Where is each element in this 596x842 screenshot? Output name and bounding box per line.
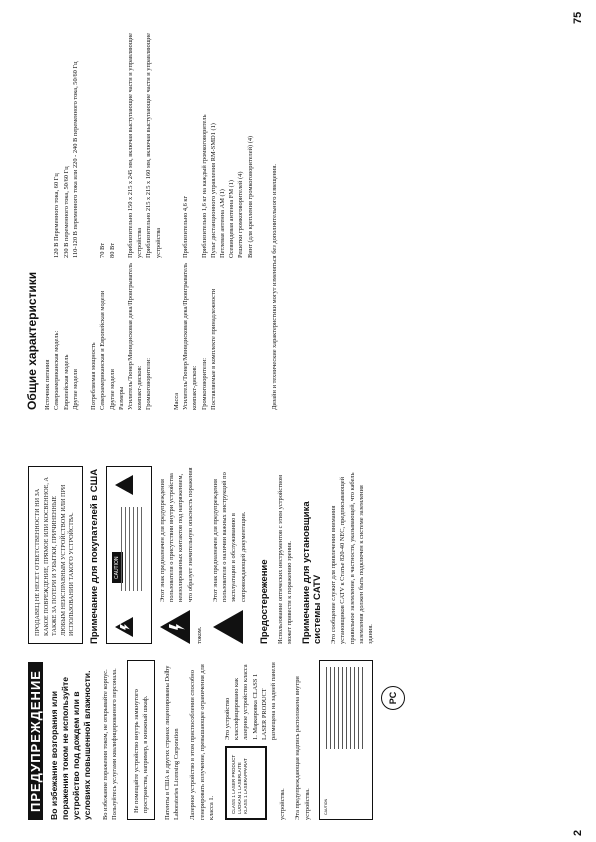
spec-value: Приблизительно 215 x 215 x 160 мм, включая выступающие части и управляющие устройства <box>145 33 162 258</box>
us-caution-label-title: CAUTION <box>112 553 123 584</box>
spec-value: 120 В Переменного тока, 60 Гц <box>53 173 61 258</box>
spec-value <box>80 20 89 258</box>
warning-paragraph-3: Лазерное устройство в этом приспособлении способно генерировать излучение, превышающее ограничения для класса 1. <box>189 664 215 820</box>
precaution-text: Использование оптических инструментов с этим устройством может привести к поражению зрения. <box>276 474 293 644</box>
spec-label: Североамериканская и Европейская модели <box>99 290 107 410</box>
warning-banner: ПРЕДУПРЕЖДЕНИЕ <box>28 662 43 820</box>
us-paragraph-1: Этот знак предназначен для предупреждения пользователя о присутствии внутри устройства неизолированных контактов под напряжением, что образует значительную опасность поражения током. <box>158 467 203 644</box>
page-number-right: 75 <box>572 11 584 24</box>
us-paragraph-2: Этот знак предназначен для предупреждения пользователя о наличии важных инструкций по эксплуатации и обслуживанию в сопровождающей документации. <box>211 472 247 602</box>
spec-value <box>163 20 172 258</box>
spec-value: 110-120 В переменного тока или 220 - 240 В переменного тока, 50/60 Гц <box>71 61 79 258</box>
spec-value: Приблизительно 1,6 кг на каждый громкоговоритель <box>200 114 208 258</box>
spec-value: Винт (для крепления громкоговорителей) (4) <box>246 135 254 258</box>
spec-label: Размеры <box>117 386 125 410</box>
spec-value: Пульт дистанционного управления RM-SMD1 (1) <box>209 123 217 258</box>
exclamation-triangle-icon <box>115 475 133 495</box>
specs-table <box>43 20 255 410</box>
spec-label: Североамериканская модель: <box>53 330 61 410</box>
spec-label <box>163 262 172 410</box>
caution-label-image <box>319 660 373 820</box>
lightning-warning-icon <box>160 610 190 644</box>
spec-value: Осевиндевая антенна FM (1) <box>228 179 236 258</box>
warning-paragraph-5: Эта предупреждающая надпись расположена внутри устройства. <box>294 676 311 820</box>
spec-label: Масса <box>173 392 181 410</box>
certification-mark-icon: PC <box>381 686 405 710</box>
page-number-left: 2 <box>572 829 584 836</box>
spec-label: Потребляемая мощность <box>90 342 98 410</box>
spec-label: Другие модели <box>71 369 79 410</box>
spec-value: 70 Вт <box>99 242 107 258</box>
us-caution-label-lines <box>121 507 145 591</box>
liability-text: ПРОДАВЕЦ НЕ НЕСЕТ ОТВЕТСТВЕННОСТИ НИ ЗА КАКОЕ ПОВРЕЖДЕНИЕ, ПРЯМОЕ ИЛИ КОСВЕННОЕ, А ТАКЖЕ ЗА ПОТЕРИ И УБЫТКИ, ПРИЧИНЕННЫЕ ЛЮБЫМ НЕИСПРАВНЫМ УСТРОЙСТВОМ ИЛИ ПРИ ИСПОЛЬЗОВАНИИ ТАКОГО УСТРОЙСТВА. <box>34 477 76 636</box>
precaution-title: Предостережение <box>258 559 270 644</box>
specs-title: Общие характеристики <box>25 271 39 410</box>
spec-value: Приблизительно 150 x 215 x 245 мм, включая выступающие части и управляющие устройства <box>127 33 144 258</box>
exclamation-warning-icon <box>213 610 243 644</box>
spec-label <box>227 262 236 410</box>
us-notice-title: Примечание для покупателей в США <box>88 468 100 644</box>
spec-label: Громкоговорители: <box>145 357 153 410</box>
spec-value <box>172 20 181 258</box>
lightning-triangle-icon <box>113 609 135 637</box>
spec-label: Поставляемые в комплекте принадлежности <box>209 288 217 410</box>
catv-title: Примечание для установщика системы CATV <box>301 501 324 644</box>
us-paragraph-1-block <box>158 466 211 644</box>
spec-value: Приблизительно 4,6 кг <box>182 195 190 258</box>
notes-column <box>28 466 382 644</box>
laser-label-text: CLASS 1 LASER PRODUCT LUOKAN 1 LASERLAITE KLASS 1 LASERAPPARAT <box>231 754 249 814</box>
warning-paragraph-2: Патенты в США и других странах лицензированы Dolby Laboratories Licensing Corporation <box>164 665 181 820</box>
warning-box-text: Не помещайте устройство внутрь замкнутого пространства, например, в книжный шкаф. <box>132 689 149 813</box>
specs-column <box>25 20 286 410</box>
spec-value: Петлевая антенна AM (1) <box>219 189 227 258</box>
warning-paragraph-4: Это устройство классифицировано как лазерное устройство класса 1. Маркировка CLASS 1 LASER PRODUCT размещена на задней панели устройства. <box>224 662 287 820</box>
spec-label: Усилитель/Тюнер/Минидисковая дека/Проигрыватель компакт-дисков: <box>127 262 144 410</box>
warning-box <box>127 660 155 820</box>
spec-label: Источник питания <box>44 359 52 410</box>
spec-value <box>117 20 126 258</box>
warning-bold-text: Во избежание возгорания или поражения током не используйте устройство под дождем или в условиях повышенной влажности. <box>49 670 93 820</box>
spec-label: Громкоговорители: <box>200 357 208 410</box>
spec-value <box>43 20 52 258</box>
spec-label <box>246 262 255 410</box>
warning-column <box>28 660 405 820</box>
warning-paragraph-1: Во избежание поражения током, не открывайте корпус. Пользуйтесь услугами квалифицированного персонала. <box>102 668 119 820</box>
us-paragraph-2-block <box>211 466 255 644</box>
liability-box <box>28 466 83 644</box>
spec-label <box>236 262 245 410</box>
spec-label: Другие модели <box>108 369 116 410</box>
spec-value: Решетки громкоговорителей (4) <box>237 171 245 258</box>
class1-laser-label <box>225 746 267 820</box>
spec-value <box>89 20 98 258</box>
specs-note: Дизайн и технические характеристики могут изменяться без дополнительного извещения. <box>270 164 278 410</box>
catv-text: Это сообщение служит для привлечения внимания установщиков CATV к Статье 820-40 NEC, предписывающей правильное заземление, в частности, указывающей, что кабель заземления должен быть подключен к системе заземления здания. <box>330 472 375 644</box>
spec-value: 230 В переменного тока, 50/60 Гц <box>62 166 70 258</box>
us-caution-label <box>106 466 152 644</box>
spec-label: Усилитель/Тюнер/Минидисковая дека/Проигрыватель компакт-дисков: <box>182 262 199 410</box>
spec-value: 80 Вт <box>108 242 116 258</box>
laser-label-block <box>223 660 287 820</box>
caution-label-title: CAUTION <box>323 798 328 815</box>
spec-label: Европейская модель <box>62 354 70 410</box>
caution-label-lines <box>326 667 366 749</box>
spec-label <box>218 262 227 410</box>
spec-label <box>80 262 89 410</box>
